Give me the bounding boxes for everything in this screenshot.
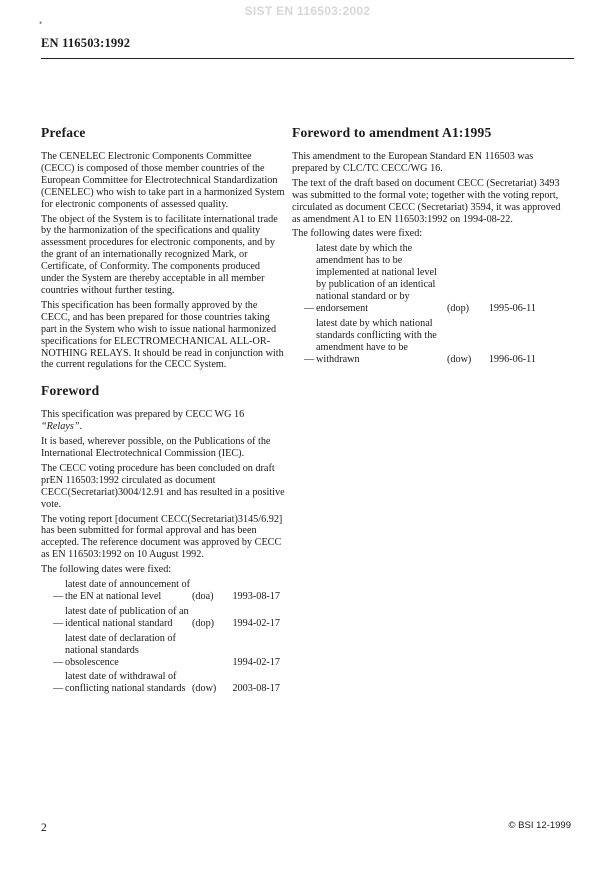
list-dash: — (304, 302, 315, 314)
date-description: latest date of publication of an identical national standard (65, 605, 189, 629)
date-value: 1994-02-17 (232, 656, 280, 668)
foreword-paragraph: The CECC voting procedure has been concluded on draft prEN 116503:1992 circulated as document CECC(Secretariat)3004/12.91 and has resulted in a positive vote. (41, 462, 285, 510)
foreword-text: This specification was prepared by CECC WG 16 (41, 409, 245, 421)
preface-title: Preface (41, 125, 86, 140)
date-list-item (292, 243, 562, 314)
list-dash: — (304, 353, 315, 365)
page-number: 2 (41, 822, 47, 834)
date-description: latest date by which the amendment has to be implemented at national level by publication of an identical national standard or by endorsement (316, 243, 437, 314)
list-dash: — (53, 591, 64, 602)
copyright-notice: © BSI 12-1999 (508, 820, 571, 831)
foreword-relays-title: “Relays” (41, 421, 80, 433)
amendment-paragraph: The text of the draft based on document CECC (Secretariat) 3493 was submitted to the formal vote; together with the voting report, circulated as document CECC (Secretariat) 3594, it was approved as amendment A1 to EN 116503:1992 on 1994-08-22. (292, 177, 561, 225)
watermark: SIST EN 116503:2002 (244, 4, 371, 18)
date-list-item (41, 579, 285, 603)
date-value: 1996-06-11 (488, 353, 536, 365)
foreword-text-end: . (79, 421, 83, 433)
date-value: 1993-08-17 (232, 591, 280, 602)
list-dash: — (53, 656, 64, 668)
date-description: latest date of announcement of the EN at national level (65, 579, 191, 602)
date-description: latest date of declaration of national standards obsolescence (65, 632, 176, 668)
date-list-item (292, 318, 562, 366)
date-value: 1994-02-17 (232, 617, 280, 629)
preface-paragraph: The object of the System is to facilitate international trade by the harmonization of the specifications and quality assessment procedures for electronic components, and by the grant of an internationally recognized Mark, or Certificate, of Conformity. The components produced under the System are thereby acceptable in all member countries without further testing. (41, 213, 278, 296)
date-value: 2003-08-17 (232, 683, 280, 695)
right-column (292, 125, 562, 368)
foreword-paragraph: The voting report [document CECC(Secretariat)3145/6.92] has been submitted for formal approval and has been accepted. The reference document was approved by CECC as EN 116503:1992 on 10 August 1992. (41, 513, 283, 561)
list-dash: — (53, 617, 64, 629)
date-code: (dop) (192, 617, 215, 629)
preface-paragraph: The CENELEC Electronic Components Committee (CECC) is composed of those member countries of the European Committee for Electrotechnical Standardization (CENELEC) who wish to take part in a harmonized System for electronic components of assessed quality. (41, 151, 285, 210)
foreword-paragraph: The following dates were fixed: (41, 564, 172, 576)
date-list-item (41, 633, 285, 669)
amendment-title: Foreword to amendment A1:1995 (292, 125, 492, 140)
margin-mark: • (39, 18, 43, 28)
left-column (41, 125, 285, 698)
foreword-paragraph: It is based, wherever possible, on the Publications of the International Electrotechnical Commission (IEC). (41, 436, 271, 460)
foreword-paragraph (41, 409, 285, 433)
date-list-item (41, 606, 285, 630)
preface-paragraph: This specification has been formally approved by the CECC, and has been prepared for those countries taking part in the System who wish to issue national harmonized specifications for ELECTROMECHANICAL ALL-OR-NOTHING RELAYS. It should be read in conjunction with the current regulations for the CECC System. (41, 299, 284, 371)
date-description: latest date by which national standards conflicting with the amendment have to be withdrawn (316, 317, 437, 365)
list-dash: — (53, 683, 64, 695)
foreword-date-list (41, 579, 285, 695)
date-code: (dow) (447, 353, 472, 365)
document-number: EN 116503:1992 (41, 36, 131, 50)
header-rule (41, 58, 574, 59)
date-list-item (41, 671, 285, 695)
date-code: (dop) (447, 302, 470, 314)
amendment-paragraph: The following dates were fixed: (292, 228, 423, 240)
date-code: (dow) (192, 683, 217, 695)
date-value: 1995-06-11 (488, 302, 536, 314)
foreword-title: Foreword (41, 383, 100, 399)
amendment-paragraph: This amendment to the European Standard EN 116503 was prepared by CLC/TC CECC/WG 16. (292, 151, 534, 174)
date-description: latest date of withdrawal of conflicting national standards (65, 671, 186, 695)
date-code: (doa) (192, 591, 214, 602)
amendment-date-list (292, 243, 562, 365)
